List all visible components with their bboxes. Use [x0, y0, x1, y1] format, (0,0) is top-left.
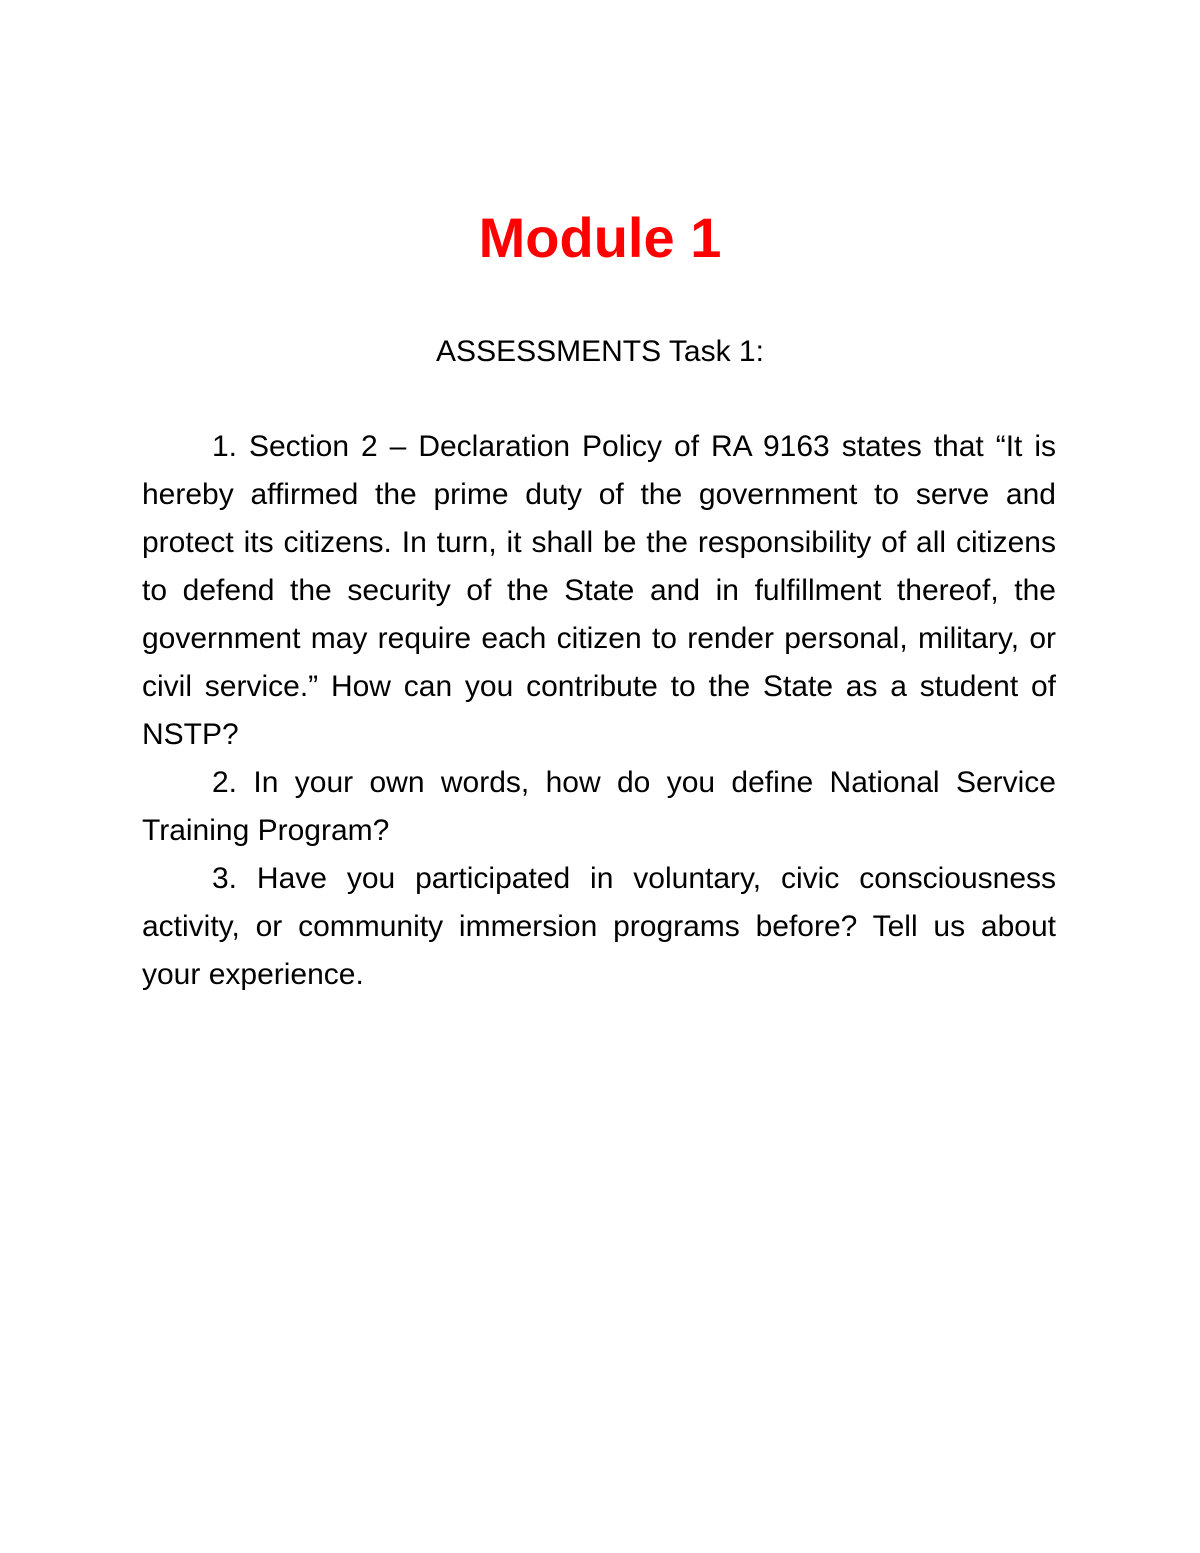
question-item: 3. Have you participated in voluntary, civic consciousness activity, or community immersion programs before? Tell us about your experience.: [142, 862, 1056, 991]
module-title: Module 1: [478, 206, 722, 269]
assessment-subtitle: ASSESSMENTS Task 1:: [436, 335, 764, 368]
question-item: 1. Section 2 – Declaration Policy of RA 9163 states that “It is hereby affirmed the prime duty of the government to serve and protect its citizens. In turn, it shall be the responsibility of all citizens to defend the security of the State and in fulfillment thereof, the government may require each citizen to render personal, military, or civil service.” How can you contribute to the State as a student of NSTP?: [142, 430, 1056, 751]
question-list: [142, 423, 1056, 999]
question-item: 2. In your own words, how do you define National Service Training Program?: [142, 766, 1056, 847]
